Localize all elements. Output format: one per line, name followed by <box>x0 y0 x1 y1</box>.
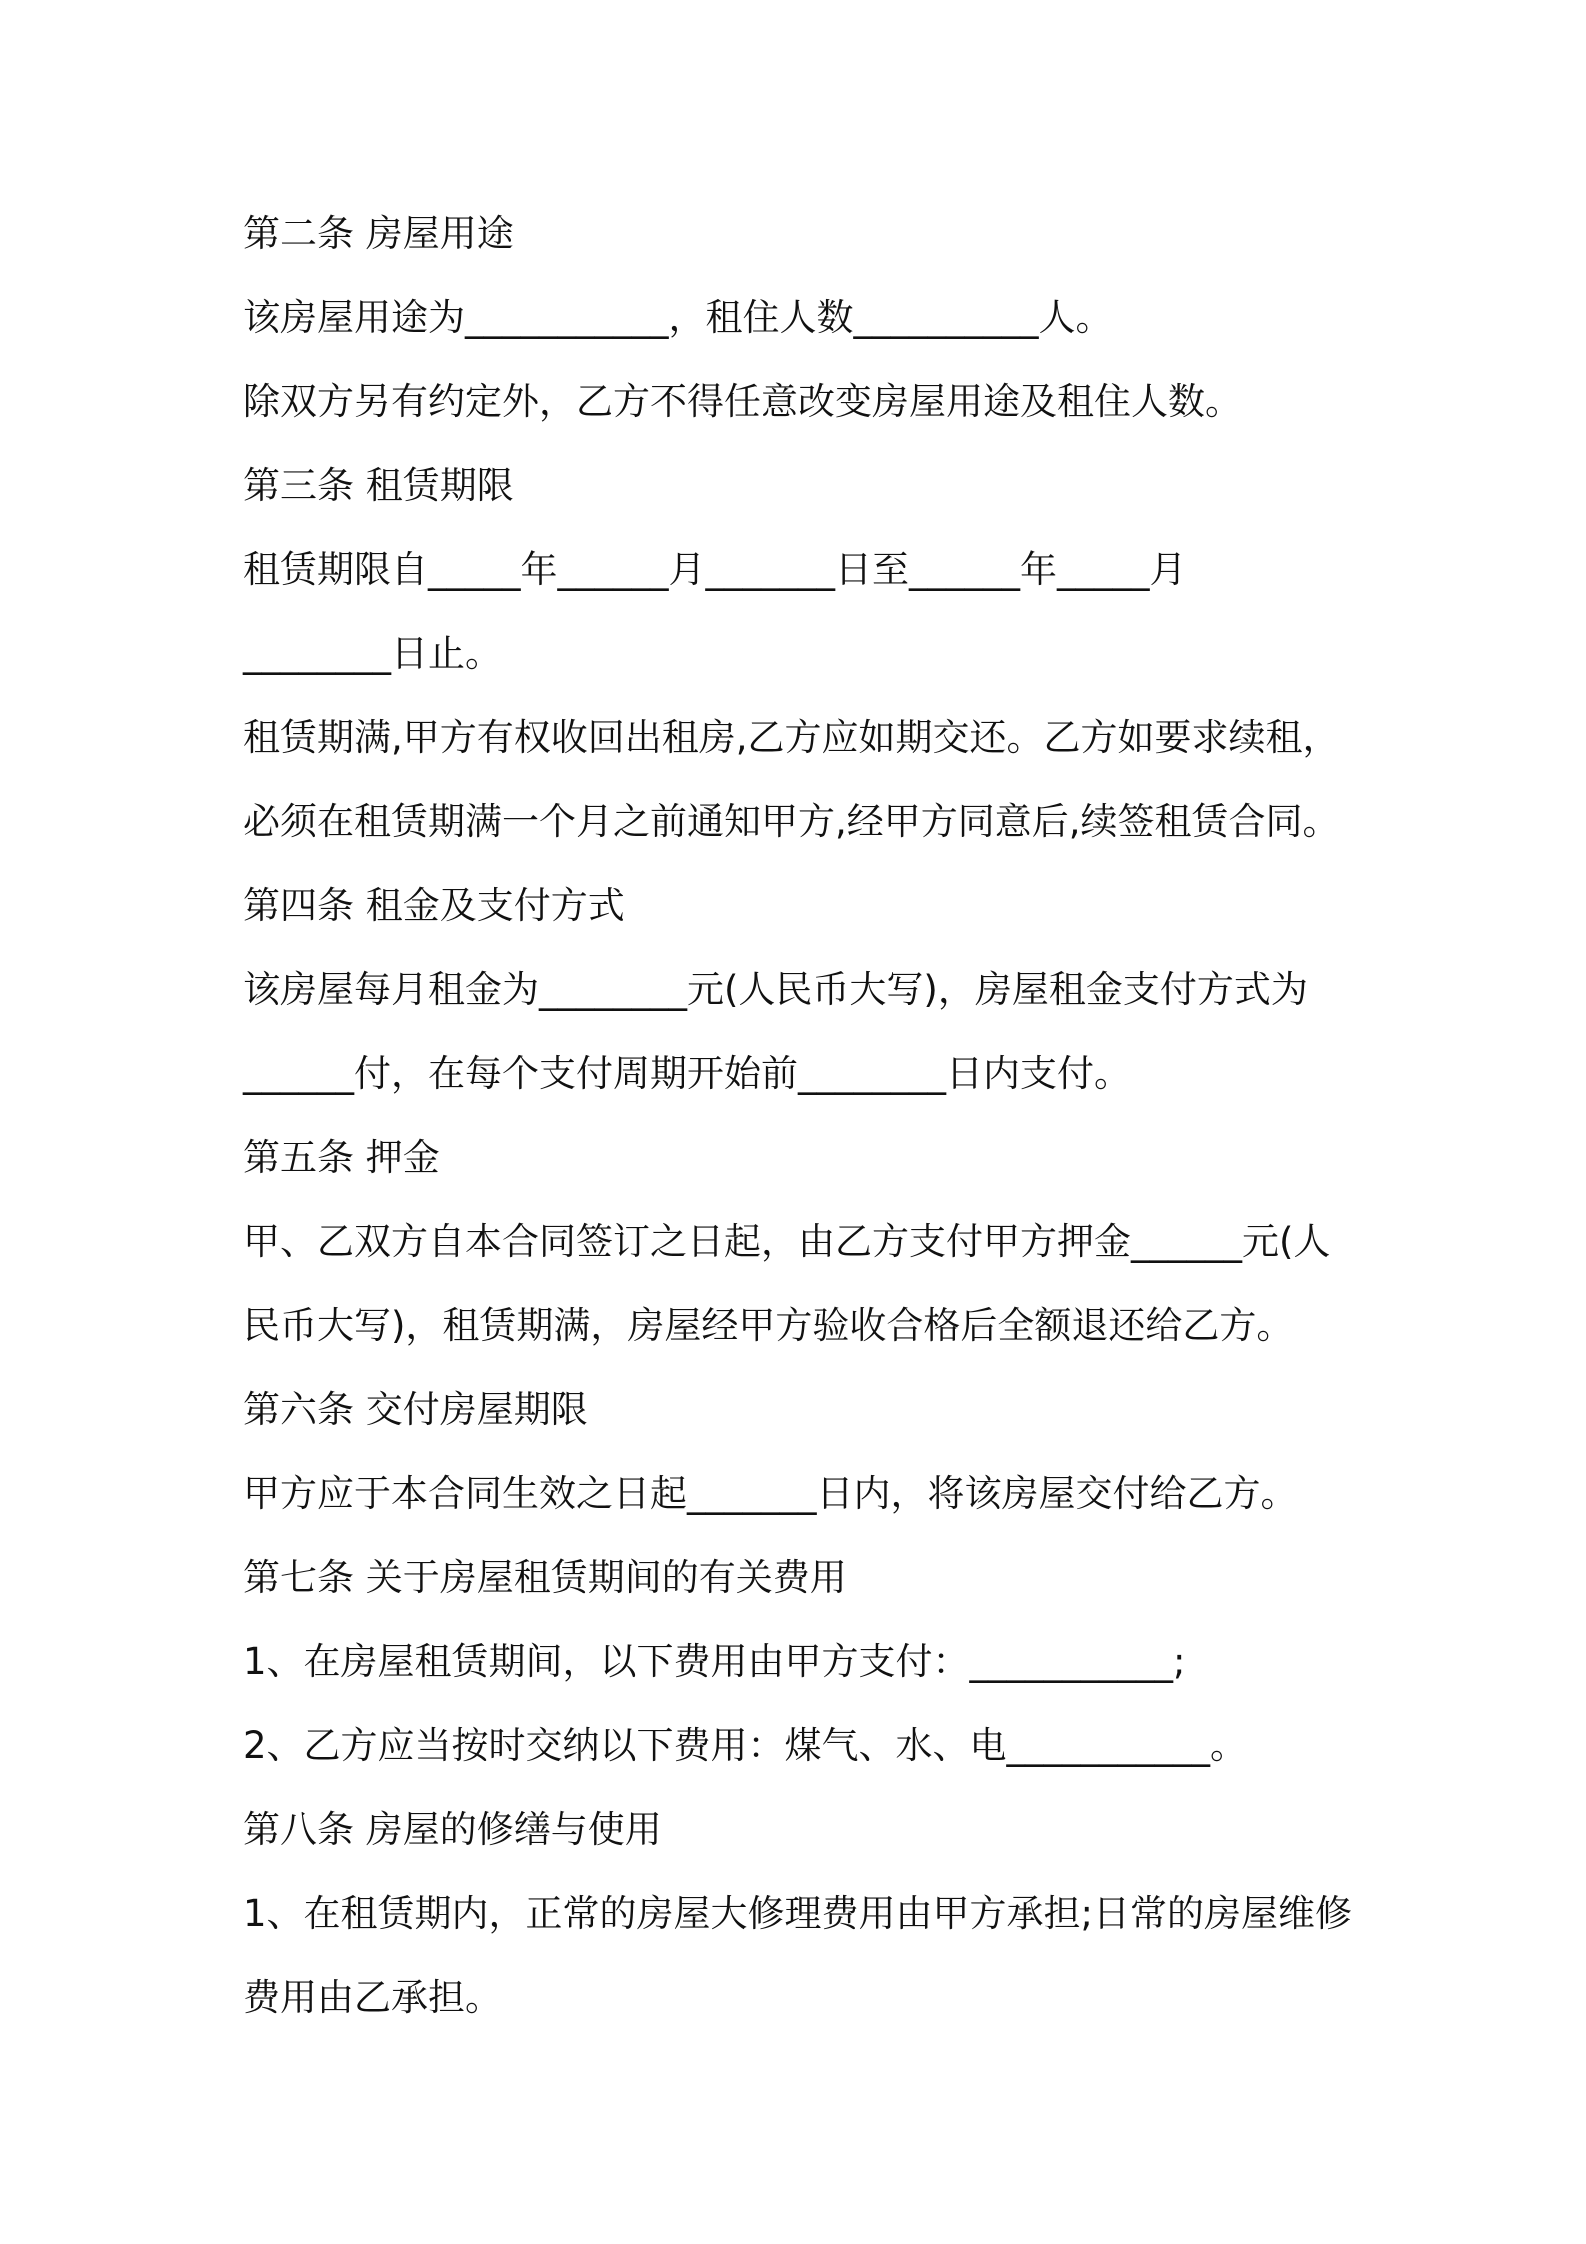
article-5-heading: 第五条 押金 <box>243 1136 440 1179</box>
lease-renewal-line-2: 必须在租赁期满一个月之前通知甲方,经甲方同意后,续签租赁合同。 <box>243 800 1340 843</box>
repair-line-1: 1、在租赁期内，正常的房屋大修理费用由甲方承担;日常的房屋维修 <box>243 1892 1353 1935</box>
article-7-heading: 第七条 关于房屋租赁期间的有关费用 <box>243 1556 847 1599</box>
article-3-heading: 第三条 租赁期限 <box>243 464 514 507</box>
rent-amount-line: 该房屋每月租金为________元(人民币大写)，房屋租金支付方式为 <box>243 968 1308 1011</box>
rent-payment-line: ______付，在每个支付周期开始前________日内支付。 <box>243 1052 1131 1095</box>
house-use-line: 该房屋用途为___________，租住人数__________人。 <box>243 296 1113 339</box>
article-2-heading: 第二条 房屋用途 <box>243 212 514 255</box>
lease-renewal-line-1: 租赁期满,甲方有权收回出租房,乙方应如期交还。乙方如要求续租， <box>243 716 1340 759</box>
lease-term-start-line: 租赁期限自_____年______月_______日至______年_____月 <box>243 548 1187 591</box>
document-body <box>243 192 1363 2040</box>
article-8-heading: 第八条 房屋的修缮与使用 <box>243 1808 662 1851</box>
deposit-line-2: 民币大写)，租赁期满，房屋经甲方验收合格后全额退还给乙方。 <box>243 1304 1294 1347</box>
article-4-heading: 第四条 租金及支付方式 <box>243 884 625 927</box>
deposit-line-1: 甲、乙双方自本合同签订之日起，由乙方支付甲方押金______元(人 <box>243 1220 1331 1263</box>
use-restriction-line: 除双方另有约定外，乙方不得任意改变房屋用途及租住人数。 <box>243 380 1242 423</box>
repair-line-2: 费用由乙承担。 <box>243 1976 502 2019</box>
landlord-expenses-line: 1、在房屋租赁期间，以下费用由甲方支付：___________; <box>243 1640 1186 1683</box>
delivery-deadline-line: 甲方应于本合同生效之日起_______日内，将该房屋交付给乙方。 <box>243 1472 1298 1515</box>
lease-term-end-line: ________日止。 <box>243 632 502 675</box>
tenant-expenses-line: 2、乙方应当按时交纳以下费用：煤气、水、电___________。 <box>243 1724 1248 1767</box>
article-6-heading: 第六条 交付房屋期限 <box>243 1388 588 1431</box>
